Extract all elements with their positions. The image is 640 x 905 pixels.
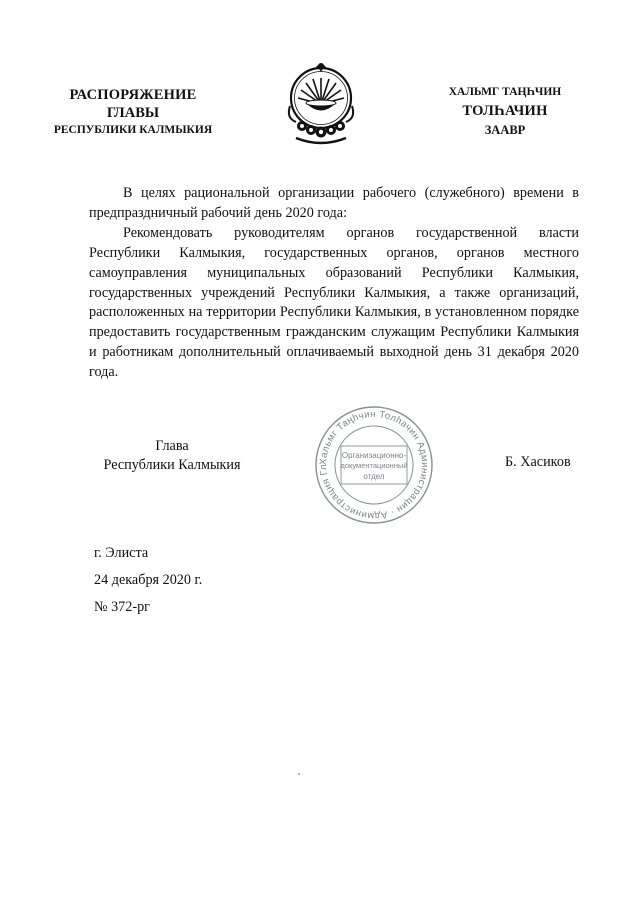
document-number: № 372-рг xyxy=(94,599,151,615)
document-date: 24 декабря 2020 г. xyxy=(94,572,203,588)
coat-of-arms-icon xyxy=(276,56,366,156)
stamp-outer-text: Хальмг Таңһчин Толһачин Администрацин · Администрация Гл xyxy=(317,408,431,522)
header-left-title: РАСПОРЯЖЕНИЕ xyxy=(69,87,197,103)
header-left xyxy=(38,86,228,139)
body-paragraph-intro: В целях рациональной организации рабочего (служебного) времени в предпраздничный рабочий день 2020 года: xyxy=(89,185,579,221)
stamp-inner-line2: документационный xyxy=(340,461,408,470)
header-left-subtitle: ГЛАВЫ xyxy=(106,105,160,121)
document-footer xyxy=(94,540,202,621)
official-stamp xyxy=(313,404,435,526)
scan-speck xyxy=(298,773,300,775)
signatory-name: Б. Хасиков xyxy=(505,454,571,470)
signatory-title xyxy=(92,437,252,474)
body-paragraph-recommendation: Рекомендовать руководителям органов государственной власти Республики Калмыкия, государственных органов, органов местного самоуправления муниципальных образований Республики Калмыкия, государственных учреждений Республики Калмыкия, а также организаций, расположенных на территории Республики Калмыкия, в установленном порядке предоставить государственным гражданским служащим Республики Калмыкия и работникам дополнительный оплачиваемый выходной день 31 декабря 2020 года. xyxy=(89,224,579,381)
header-right-line1: ХАЛЬМГ ТАҢҺЧИН xyxy=(448,86,562,98)
header-right-line3: ЗААВР xyxy=(484,123,526,137)
document-body xyxy=(89,184,579,383)
header-left-republic: РЕСПУБЛИКИ КАЛМЫКИЯ xyxy=(53,124,213,136)
document-city: г. Элиста xyxy=(94,545,149,561)
header-right-line2: ТОЛҺАЧИН xyxy=(462,103,548,119)
signatory-title-line1: Глава xyxy=(155,438,189,454)
signatory-title-line2: Республики Калмыкия xyxy=(103,456,241,473)
header-right xyxy=(430,84,580,140)
stamp-inner-line1: Организационно- xyxy=(341,451,407,460)
stamp-inner-line3: отдел xyxy=(363,472,385,481)
